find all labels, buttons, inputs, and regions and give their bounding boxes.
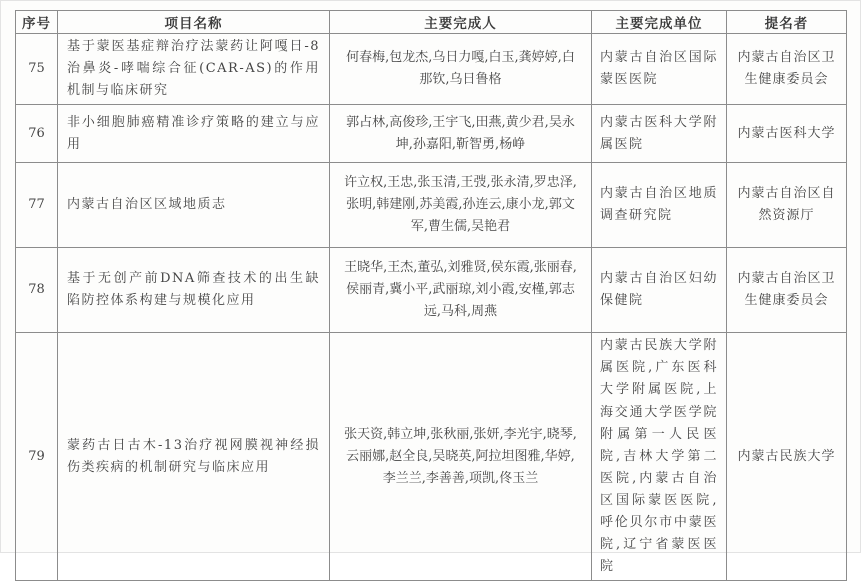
table-row <box>16 333 847 581</box>
table-row <box>16 34 847 105</box>
contributors: 许立权,王忠,张玉清,王弢,张永清,罗忠泽,张明,韩建刚,苏美霞,孙连云,康小龙,郭文军,曹生儒,吴艳君 <box>330 163 592 248</box>
nominator: 内蒙古医科大学 <box>727 105 847 163</box>
row-number: 75 <box>16 34 58 105</box>
header-project-name: 项目名称 <box>58 11 330 34</box>
row-number: 78 <box>16 248 58 333</box>
completing-units: 内蒙古自治区地质调查研究院 <box>592 163 727 248</box>
row-number: 76 <box>16 105 58 163</box>
table-row <box>16 105 847 163</box>
awards-table <box>15 10 847 581</box>
header-main-units: 主要完成单位 <box>592 11 727 34</box>
project-name: 内蒙古自治区区域地质志 <box>58 163 330 248</box>
completing-units: 内蒙古民族大学附属医院,广东医科大学附属医院,上海交通大学医学院附属第一人民医院,吉林大学第二医院,内蒙古自治区国际蒙医医院,呼伦贝尔市中蒙医院,辽宁省蒙医医院 <box>592 333 727 581</box>
row-number: 77 <box>16 163 58 248</box>
project-name: 蒙药古日古木-13治疗视网膜视神经损伤类疾病的机制研究与临床应用 <box>58 333 330 581</box>
project-name: 基于无创产前DNA筛查技术的出生缺陷防控体系构建与规模化应用 <box>58 248 330 333</box>
project-name: 非小细胞肺癌精准诊疗策略的建立与应用 <box>58 105 330 163</box>
nominator: 内蒙古自治区自然资源厅 <box>727 163 847 248</box>
nominator: 内蒙古自治区卫生健康委员会 <box>727 34 847 105</box>
nominator: 内蒙古自治区卫生健康委员会 <box>727 248 847 333</box>
table-header-row <box>16 11 847 34</box>
completing-units: 内蒙古自治区国际蒙医医院 <box>592 34 727 105</box>
table-row <box>16 163 847 248</box>
completing-units: 内蒙古医科大学附属医院 <box>592 105 727 163</box>
contributors: 郭占林,高俊珍,王宇飞,田燕,黄少君,吴永坤,孙嘉阳,靳智勇,杨峥 <box>330 105 592 163</box>
nominator: 内蒙古民族大学 <box>727 333 847 581</box>
header-nominator: 提名者 <box>727 11 847 34</box>
contributors: 张天资,韩立坤,张秋丽,张妍,李光宇,晓琴,云丽娜,赵全良,吴晓英,阿拉坦图雅,华婷,李兰兰,李善善,项凯,佟玉兰 <box>330 333 592 581</box>
header-main-contributors: 主要完成人 <box>330 11 592 34</box>
contributors: 王晓华,王杰,董弘,刘雅贤,侯东霞,张丽春,侯丽青,冀小平,武丽琼,刘小霞,安槿,郭志远,马科,周燕 <box>330 248 592 333</box>
completing-units: 内蒙古自治区妇幼保健院 <box>592 248 727 333</box>
contributors: 何春梅,包龙杰,乌日力嘎,白玉,龚婷婷,白那钦,乌日鲁格 <box>330 34 592 105</box>
table-row <box>16 248 847 333</box>
project-name: 基于蒙医基症辩治疗法蒙药让阿嘎日-8治鼻炎-哮喘综合征(CAR-AS)的作用机制与临床研究 <box>58 34 330 105</box>
row-number: 79 <box>16 333 58 581</box>
header-serial-number: 序号 <box>16 11 58 34</box>
